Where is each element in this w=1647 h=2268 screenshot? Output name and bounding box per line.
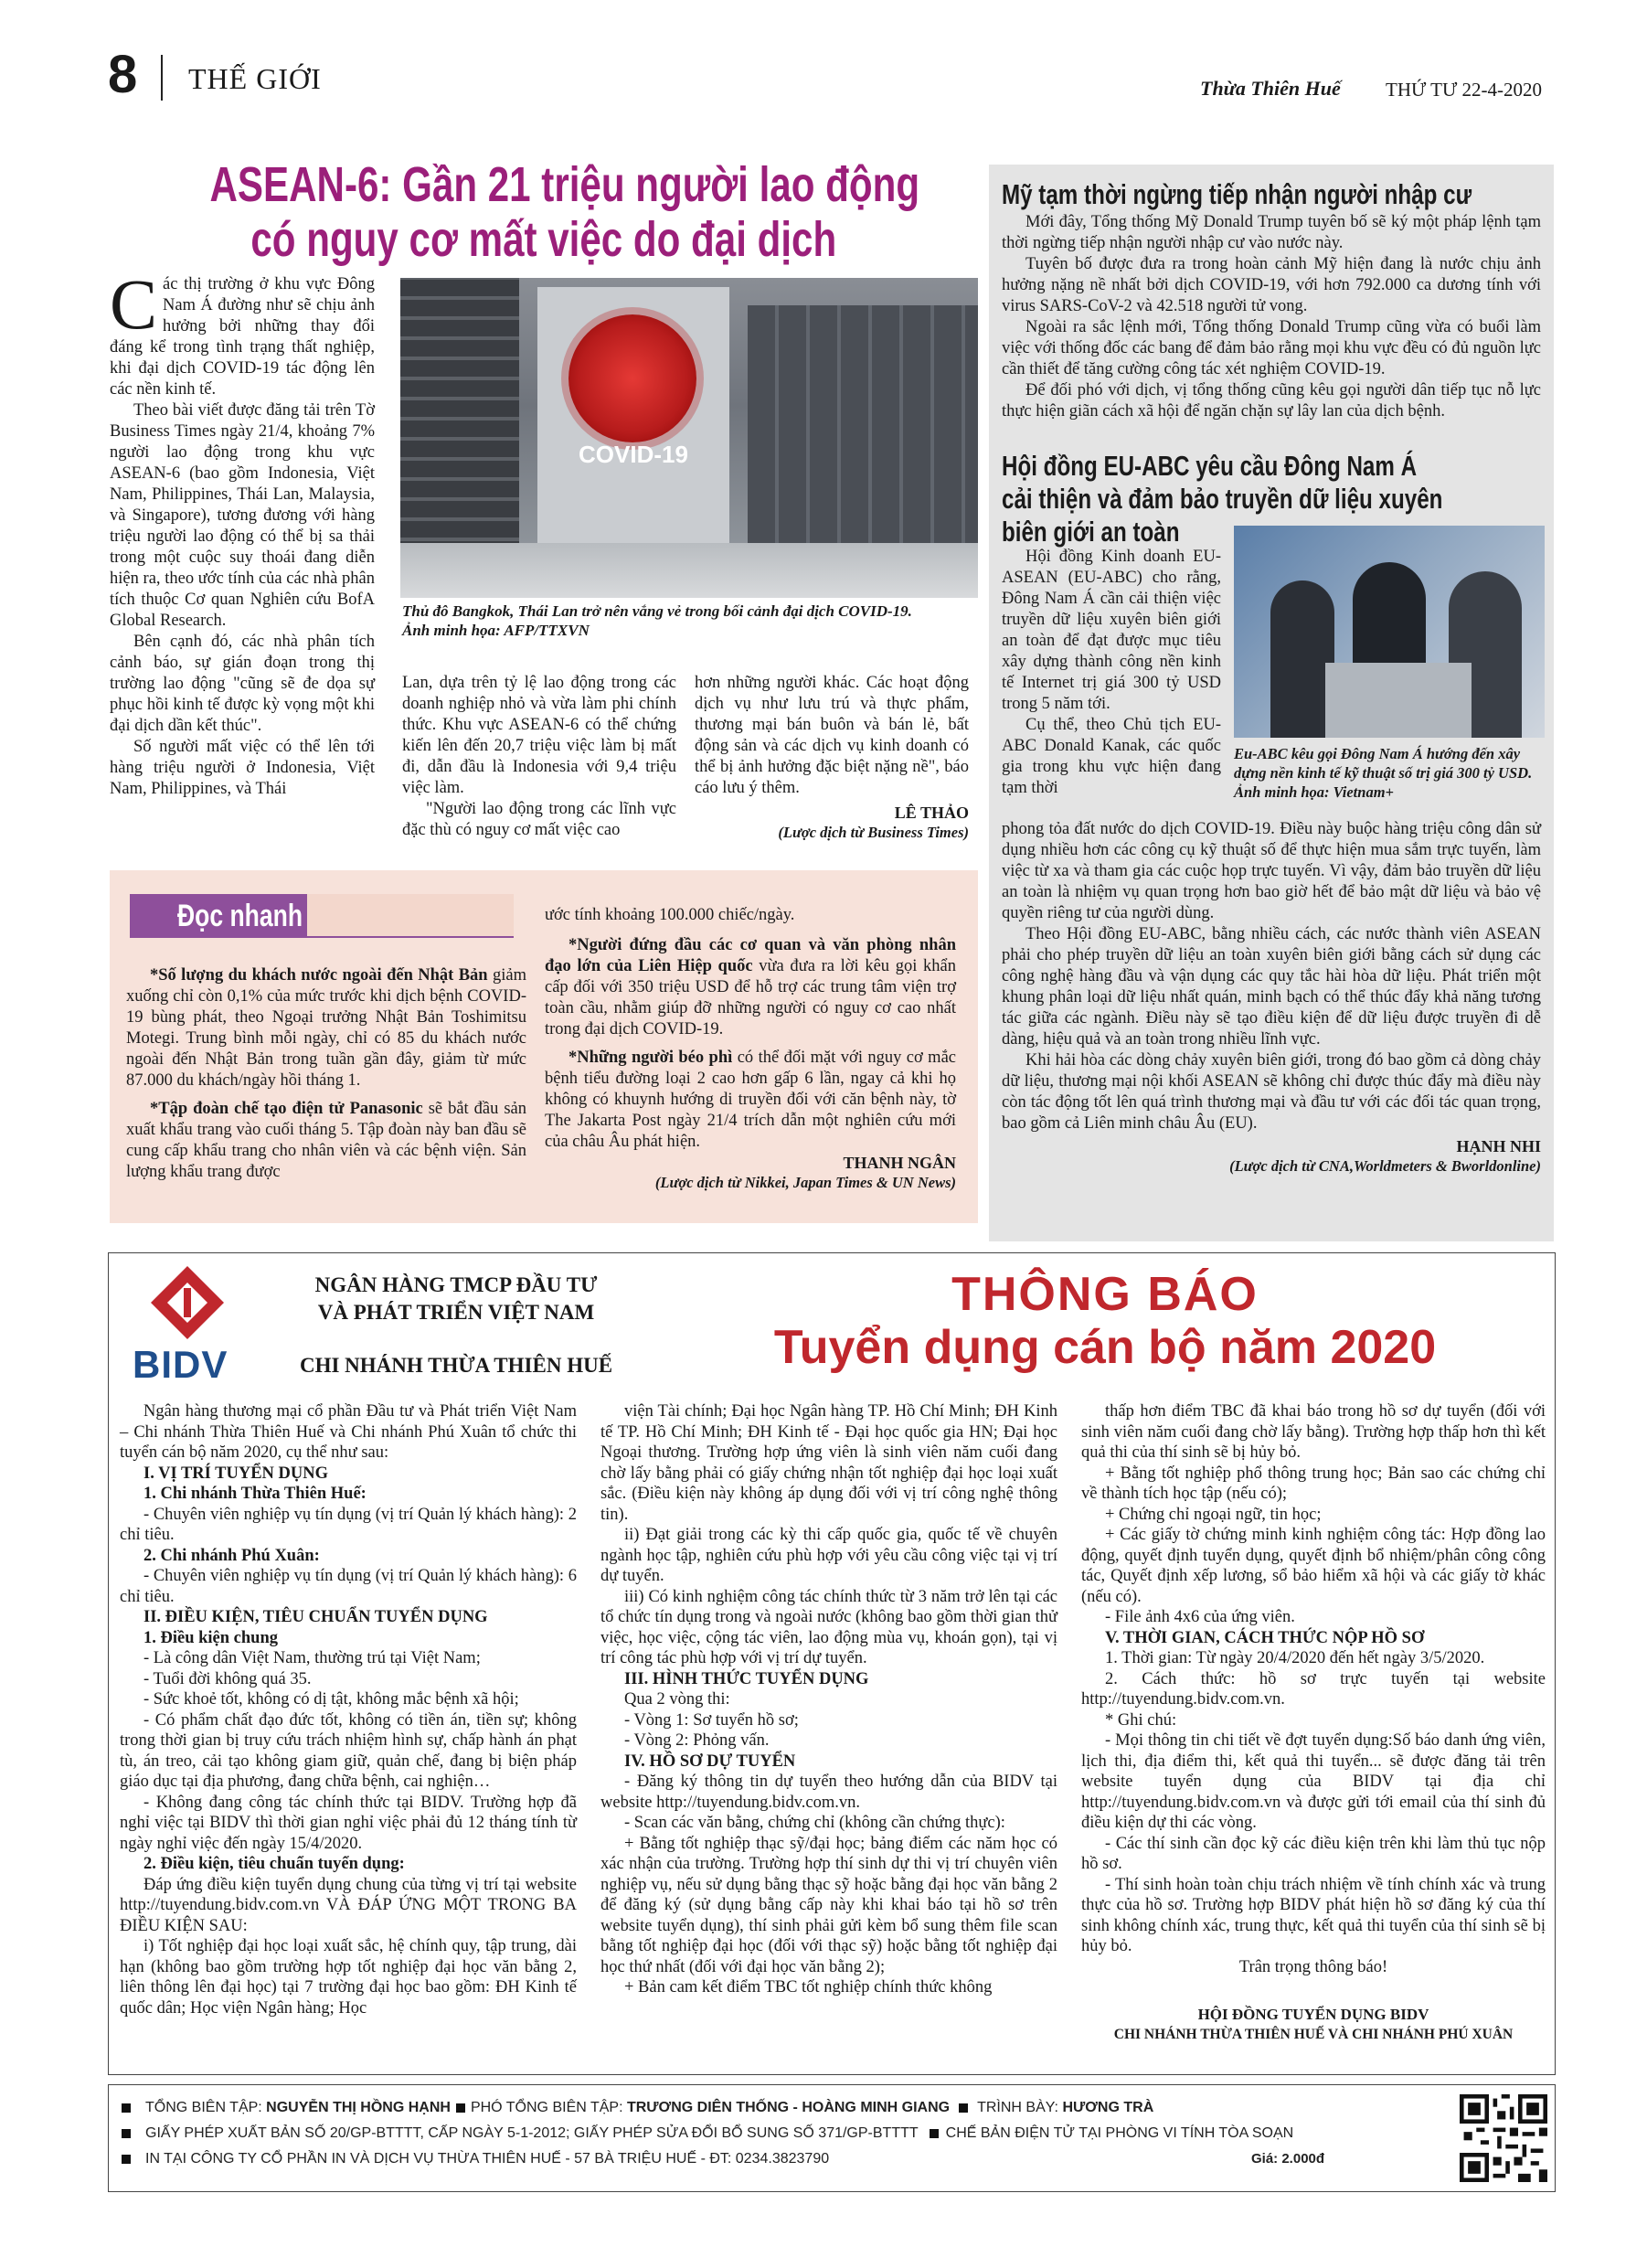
paragraph: Bên cạnh đó, các nhà phân tích cảnh báo, sự gián đoạn trong thị trường lao động "cũng sẽ đe dọa sự phục hồi kinh tế được kỳ vọng một khi đại dịch dần kết thúc". — [110, 633, 375, 735]
bullet-icon — [122, 2103, 131, 2113]
ad-paragraph: thấp hơn điểm TBC đã khai báo trong hồ sơ dự tuyển (đối với sinh viên năm cuối đang chờ lấy bằng). Trường hợp thấp hơn thì kết quả thi của thí sinh sẽ bị hủy bỏ. — [1081, 1402, 1546, 1462]
ad-heading: 1. Điều kiện chung — [143, 1628, 279, 1647]
footer-value: HƯƠNG TRÀ — [1062, 2100, 1154, 2115]
ad-col2 — [600, 1401, 1057, 1998]
bidv-logo-mark — [133, 1262, 242, 1339]
side2-full — [1002, 819, 1541, 1176]
footer-label: PHÓ TỔNG BIÊN TẬP: — [470, 2100, 627, 2115]
paragraph: Hội đồng Kinh doanh EU-ASEAN (EU-ABC) cho rằng, Đông Nam Á cần cải thiện việc truyền dữ liệu xuyên biên giới an toàn để đạt được mục tiêu xây dựng thành công nền kinh tế Internet trị giá 300 tỷ USD trong 5 năm tới. — [1002, 548, 1221, 713]
ad-paragraph: + Bản cam kết điểm TBC tốt nghiệp chính thức không — [624, 1978, 993, 1996]
source-note: (Lược dịch từ Business Times) — [778, 824, 969, 841]
ad-heading: II. ĐIỀU KIỆN, TIÊU CHUẨN TUYỂN DỤNG — [143, 1608, 488, 1626]
bangkok-photo — [400, 278, 978, 598]
quick-item-text: vừa đưa ra lời kêu gọi khẩn cấp đối với 350 triệu USD để hỗ trợ các trung tâm viện trợ toàn cầu, nhằm giúp đỡ những người có nguy cơ cao nhất trong đại dịch COVID-19. — [545, 957, 956, 1038]
quick-read-box — [110, 870, 978, 1223]
price: Giá: 2.000đ — [1251, 2151, 1325, 2167]
ad-paragraph: + Chứng chỉ ngoại ngữ, tin học; — [1105, 1505, 1322, 1524]
ad-paragraph: - Đăng ký thông tin dự tuyển theo hướng dẫn của BIDV tại website http://tuyendung.bidv.com.vn. — [600, 1773, 1057, 1812]
side-box — [989, 165, 1554, 1241]
bidv-logo — [127, 1262, 246, 1390]
quick-item — [126, 1099, 526, 1183]
qr-code — [1460, 2094, 1547, 2182]
footer-value: NGUYỄN THỊ HỒNG HẠNH — [266, 2100, 451, 2115]
author: HẠNH NHI — [1456, 1137, 1541, 1155]
quick-read-heading: Đọc nhanh — [177, 899, 303, 933]
ad-heading: 2. Chi nhánh Phú Xuân: — [143, 1546, 320, 1565]
dropcap: C — [110, 264, 158, 344]
ad-paragraph: - Không đang công tác chính thức tại BIDV. Trường hợp đã nghỉ việc tại BIDV thì thời gian nghỉ việc phải đủ 12 tháng tính từ ngày nghỉ việc đến ngày 15/4/2020. — [120, 1793, 577, 1853]
ad-title-line1: THÔNG BÁO — [951, 1268, 1259, 1321]
footer-line3 — [109, 2147, 1407, 2171]
main-col3 — [695, 673, 969, 842]
ad-paragraph: Qua 2 vòng thi: — [624, 1690, 730, 1709]
bidv-logo-text: BIDV — [133, 1343, 228, 1386]
bank-name-line1: NGÂN HÀNG TMCP ĐẦU TƯ — [314, 1273, 598, 1296]
paragraph: Tuyên bố được đưa ra trong hoàn cảnh Mỹ hiện đang là nước chịu ảnh hưởng nặng nề nhất bởi dịch COVID-19, với hơn 792.000 ca dương tính với virus SARS-CoV-2 và 42.518 người tử vong. — [1002, 255, 1541, 315]
source-note: (Lược dịch từ Nikkei, Japan Times & UN News) — [654, 1174, 956, 1191]
paragraph: Theo Hội đồng EU-ABC, bằng nhiều cách, các nước thành viên ASEAN phải cho phép truyền dữ liệu an toàn xuyên biên giới bằng cách sử dụng các công nghệ hàng đầu và vận dụng các quy tắc hài hòa dữ liệu. Phát triển một khung phân loại dữ liệu nhất quán, minh bạch có thể thúc đẩy khả năng tương tác giữa các ngành. Điều này sẽ tạo điều kiện để dữ liệu được truyền đi dễ dàng, hiệu quả và an toàn trong nhiều lĩnh vực. — [1002, 925, 1541, 1049]
footer-text: IN TẠI CÔNG TY CỔ PHẦN IN VÀ DỊCH VỤ THỪA THIÊN HUẾ - 57 BÀ TRIỆU HUẾ - ĐT: 0234.3823790 — [145, 2151, 830, 2167]
main-title-line1: ASEAN-6: Gần 21 triệu người lao động — [209, 157, 920, 212]
ad-paragraph: - Là công dân Việt Nam, thường trú tại Việt Nam; — [143, 1649, 481, 1667]
ad-paragraph: - Thí sinh hoàn toàn chịu trách nhiệm về tính chính xác và trung thực của hồ sơ. Trường hợp BIDV phát hiện hồ sơ đăng ký của thí sinh không chính xác, trung thực, kết quả thi tuyển của thí sinh sẽ bị hủy bỏ. — [1081, 1875, 1546, 1955]
eu-abc-photo — [1234, 526, 1545, 738]
quick-read-heading-bar — [130, 894, 514, 938]
ad-col1 — [120, 1401, 577, 2018]
heading-accent — [130, 894, 170, 938]
side1-title: Mỹ tạm thời ngừng tiếp nhận người nhập cư — [1002, 178, 1472, 210]
paragraph: hơn những người khác. Các hoạt động dịch vụ như lưu trú và thực phẩm, thương mại bán buôn và bán lẻ, bất động sản và các dịch vụ kinh doanh có thể bị ảnh hưởng đặc biệt nặng nề", báo cáo lưu ý thêm. — [695, 674, 969, 797]
ad-paragraph: + Bằng tốt nghiệp thạc sỹ/đại học; bảng điểm các năm học có xác nhận của trường. Trường hợp thí sinh dự thi vị trí chuyên viên nghiệp vụ, nếu sử dụng bằng thạc sỹ hoặc bằng đại học văn bằng 2 để đăng ký (sử dụng bằng cấp này khi khai báo tại hồ sơ trên website tuyển dụng), thí sinh phải gửi kèm bổ sung thêm file scan bằng tốt nghiệp đại học (đối với thạc sỹ) hoặc bằng tốt nghiệp đại học thứ nhất (đối với đại học văn bằng 2); — [600, 1834, 1057, 1976]
ad-heading: IV. HỒ SƠ DỰ TUYỂN — [624, 1752, 796, 1771]
ad-paragraph: 1. Thời gian: Từ ngày 20/4/2020 đến hết ngày 3/5/2020. — [1105, 1649, 1485, 1667]
quick-item-lead: *Những người béo phì — [568, 1049, 733, 1067]
ad-heading: I. VỊ TRÍ TUYỂN DỤNG — [143, 1464, 329, 1483]
billboard-text: COVID-19 — [579, 441, 688, 468]
quick-item-text: có thể đối mặt với nguy cơ mắc bệnh tiểu đường loại 2 cao hơn gấp 6 lần, ngay cả khi họ không có khuynh hướng di truyền đối với căn bệnh này, tờ The Jakarta Post ngày 21/4 trích dẫn một nghiên cứu mới của châu Âu phát hiện. — [545, 1049, 956, 1151]
author: LÊ THẢO — [894, 804, 969, 822]
main-title-line2: có nguy cơ mất việc do đại dịch — [250, 212, 837, 267]
quick-item-cont: ước tính khoảng 100.000 chiếc/ngày. — [545, 906, 795, 924]
ad-paragraph: Ngân hàng thương mại cổ phần Đầu tư và Phát triển Việt Nam – Chi nhánh Thừa Thiên Huế và Chi nhánh Phú Xuân tổ chức thi tuyển cán bộ năm 2020, cụ thể như sau: — [120, 1402, 577, 1462]
ad-paragraph: - Sức khoẻ tốt, không có dị tật, không mắc bệnh xã hội; — [143, 1690, 519, 1709]
signature-line1: HỘI ĐỒNG TUYỂN DỤNG BIDV — [1197, 2006, 1429, 2023]
footer-label: TỔNG BIÊN TẬP: — [145, 2100, 267, 2115]
paragraph: Lan, dựa trên tỷ lệ lao động trong các doanh nghiệp nhỏ và vừa làm phi chính thức. Khu vực ASEAN-6 có thể chứng kiến lên đến 20,7 triệu việc làm bị mất đi, dẫn đầu là Indonesia với 9,4 triệu việc làm. — [402, 674, 676, 797]
ad-paragraph: - Vòng 1: Sơ tuyển hồ sơ; — [624, 1710, 799, 1730]
ad-paragraph: i) Tốt nghiệp đại học loại xuất sắc, hệ chính quy, tập trung, dài hạn (không bao gồm trường hợp tốt nghiệp đại học văn bằng 2, liên thông lên đại học) tại 7 trường đại học bao gồm: ĐH Kinh tế quốc dân; Học viện Ngân hàng; Học — [120, 1937, 577, 2018]
footer-label: TRÌNH BÀY: — [977, 2100, 1063, 2115]
bidv-ad — [108, 1252, 1556, 2075]
paragraph: Để đối phó với dịch, vị tổng thống cũng kêu gọi người dân tiếp tục nỗ lực thực hiện giãn cách xã hội để ngăn chặn sự lây lan của dịch bệnh. — [1002, 381, 1541, 421]
side1-body — [1002, 212, 1541, 422]
quick-item-lead: *Người đứng đầu các cơ quan và văn phòng nhân đạo lớn của Liên Hiệp quốc — [545, 936, 956, 975]
issue-date: THỨ TƯ 22-4-2020 — [1386, 79, 1543, 101]
ad-paragraph: Đáp ứng điều kiện tuyển dụng chung của từng vị trí tại website http://tuyendung.bidv.com.vn VÀ ĐÁP ỨNG MỘT TRONG BA ĐIỀU KIỆN SAU: — [120, 1875, 577, 1935]
footer-value: TRƯƠNG DIÊN THỐNG - HOÀNG MINH GIANG — [626, 2100, 951, 2115]
page-number: 8 — [108, 45, 138, 104]
virus-shape — [568, 314, 696, 442]
ad-paragraph: - Các thí sinh cần đọc kỹ các điều kiện trên khi làm thủ tục nộp hồ sơ. — [1081, 1834, 1546, 1873]
paragraph: Cụ thể, theo Chủ tịch EU-ABC Donald Kanak, các quốc gia trong khu vực hiện đang tạm thời — [1002, 716, 1221, 797]
footer-line1 — [109, 2096, 1407, 2120]
ad-heading: III. HÌNH THỨC TUYỂN DỤNG — [624, 1669, 869, 1688]
ad-paragraph: Trân trọng thông báo! — [1238, 1957, 1388, 1976]
bullet-icon — [959, 2103, 968, 2113]
paragraph: phong tỏa đất nước do dịch COVID-19. Điều này buộc hàng triệu công dân sử dụng nhiều hơn các công cụ kỹ thuật số để thực hiện mua sắm trực tuyến, làm việc từ xa và tham gia các cuộc họp trực tuyến. Vì vậy, đảm bảo truyền dữ liệu an toàn là nhiệm vụ quan trọng hơn bao giờ hết để bảo mật dữ liệu và bảo vệ quyền riêng tư của người dùng. — [1002, 820, 1541, 922]
paragraph: Theo bài viết được đăng tải trên Tờ Business Times ngày 21/4, khoảng 7% người lao động trong khu vực ASEAN-6 (bao gồm Indonesia, Việt Nam, Philippines, Thái Lan, Malaysia, và Singapore), tương đương với hàng triệu người lao động có thể bị sa thải trong một cuộc suy thoái đang diễn hiện ra, theo ước tính của các nhà phân tích thuộc Cơ quan Nghiên cứu BofA Global Research. — [110, 401, 375, 630]
paragraph: ác thị trường ở khu vực Đông Nam Á đường như sẽ chịu ảnh hưởng bởi những thay đổi đáng kể trong tình trạng thất nghiệp, khi đại dịch COVID-19 tác động lên các nền kinh tế. — [110, 275, 375, 399]
ad-paragraph: - Chuyên viên nghiệp vụ tín dụng (vị trí Quản lý khách hàng): 6 chỉ tiêu. — [120, 1567, 577, 1606]
bank-name-line2: VÀ PHÁT TRIỂN VIỆT NAM — [317, 1301, 595, 1324]
quick-item-text: giảm xuống chỉ còn 0,1% của mức trước khi dịch bệnh COVID-19 bùng phát, theo Ngoại trưởng Nhật Bản Toshimitsu Motegi. Trung bình mỗi ngày, chỉ có 85 du khách nước ngoài đến Nhật Bản trong tuần gần đây, giảm từ mức 87.000 du khách/ngày hồi tháng 1. — [126, 966, 526, 1090]
footer-text: CHẾ BẢN ĐIỆN TỬ TẠI PHÒNG VI TÍNH TÒA SOẠN — [945, 2125, 1294, 2141]
ad-paragraph: + Bằng tốt nghiệp phổ thông trung học; Bản sao các chứng chỉ về thành tích học tập (nếu có); — [1081, 1464, 1546, 1503]
paragraph: Mới đây, Tổng thống Mỹ Donald Trump tuyên bố sẽ ký một pháp lệnh tạm thời ngừng tiếp nhận người nhập cư vào nước này. — [1002, 213, 1541, 252]
ad-paragraph: + Các giấy tờ chứng minh kinh nghiệm công tác: Hợp đồng lao động, quyết định tuyển dụng, quyết định bổ nhiệm/phân công công tác, Quyết định xếp lương, sổ bảo hiểm xã hội và các giấy tờ khác (nếu có). — [1081, 1526, 1546, 1606]
main-article — [110, 157, 978, 861]
ad-title — [657, 1268, 1553, 1374]
bullet-icon — [456, 2103, 465, 2113]
main-title — [110, 157, 978, 267]
eu-abc-caption: Eu-ABC kêu gọi Đông Nam Á hướng đến xây dựng nền kinh tế kỹ thuật số trị giá 300 tỷ USD. Ảnh minh họa: Vietnam+ — [1234, 745, 1533, 801]
machine — [1325, 663, 1472, 738]
paragraph: Số người mất việc có thể lên tới hàng triệu người ở Indonesia, Việt Nam, Philippines, và Thái — [110, 738, 375, 798]
ad-paragraph: * Ghi chú: — [1105, 1710, 1177, 1730]
ad-heading: V. THỜI GIAN, CÁCH THỨC NỘP HỒ SƠ — [1105, 1628, 1425, 1647]
author: THANH NGÂN — [843, 1154, 956, 1172]
paper-name: Thừa Thiên Huế — [1200, 77, 1341, 100]
paragraph: Ngoài ra sắc lệnh mới, Tổng thống Donald Trump cũng vừa có buổi làm việc với thống đốc các bang để đảm bảo rằng mọi khu vực đều có đủ nguồn lực cần thiết để tăng cường công tác xét nghiệm COVID-19. — [1002, 318, 1541, 378]
side2-left-col — [1002, 547, 1221, 799]
ad-paragraph: ii) Đạt giải trong các kỳ thi cấp quốc gia, quốc tế về chuyên ngành học tập, nghiên cứu phù hợp với yêu cầu công việc tại vị trí dự tuyển. — [600, 1526, 1057, 1585]
ad-paragraph: - Vòng 2: Phỏng vấn. — [624, 1731, 770, 1750]
page-header — [108, 45, 1557, 106]
ad-paragraph: 2. Cách thức: hồ sơ trực tuyến tại website http://tuyendung.bidv.com.vn. — [1081, 1669, 1546, 1709]
ad-signature — [1081, 2005, 1546, 2045]
quick-item-lead: *Tập đoàn chế tạo điện tử Panasonic — [150, 1100, 423, 1118]
quick-item-text: sẽ bắt đầu sản xuất khẩu trang vào cuối tháng 5. Tập đoàn này ban đầu sẽ cung cấp khẩu trang cho nhân viên và các bệnh viện. Sản lượng khẩu trang được — [126, 1100, 526, 1181]
quick-item — [126, 965, 526, 1091]
quick-item — [545, 1048, 956, 1153]
bank-name — [255, 1272, 657, 1326]
ad-paragraph: - Tuổi đời không quá 35. — [143, 1669, 312, 1688]
ad-paragraph: iii) Có kinh nghiệm công tác chính thức từ 3 năm trở lên tại các tổ chức tín dụng trong và ngoài nước (không bao gồm thời gian thử việc, học việc, cộng tác viên, lao động mùa vụ, khoán gọn), tại vị trí công tác phù hợp với vị trí dự tuyển. — [600, 1587, 1057, 1667]
bullet-icon — [122, 2129, 131, 2138]
main-col1 — [110, 264, 375, 800]
ad-paragraph: - Mọi thông tin chi tiết về đợt tuyển dụng:Số báo danh ứng viên, lịch thi, địa điểm thi, kết quả thi tuyển... sẽ được đăng tải trên website tuyển dụng của BIDV tại địa chỉ http://tuyendung.bidv.com.vn và được gửi tới email của thí sinh đủ điều kiện dự thi các vòng. — [1081, 1731, 1546, 1832]
main-col2 — [402, 673, 676, 841]
page-footer — [108, 2084, 1556, 2192]
ad-paragraph: - Chuyên viên nghiệp vụ tín dụng (vị trí Quản lý khách hàng): 2 chỉ tiêu. — [120, 1505, 577, 1544]
bank-branch: CHI NHÁNH THỪA THIÊN HUẾ — [299, 1354, 613, 1377]
quick-item — [545, 935, 956, 1040]
ad-paragraph: viện Tài chính; Đại học Ngân hàng TP. Hồ Chí Minh; ĐH Kinh tế TP. Hồ Chí Minh; ĐH Kinh tế - Đại học quốc gia HN; Đại học Ngoại thương. Trường hợp ứng viên là sinh viên năm cuối đang chờ lấy bằng phải có giấy chứng nhận tốt nghiệp đại học loại xuất sắc. (Điều kiện này không áp dụng đối với vị trí công nghệ thông tin). — [600, 1402, 1057, 1524]
ad-paragraph: - Scan các văn bằng, chứng chỉ (không cần chứng thực): — [624, 1814, 1005, 1832]
bullet-icon — [930, 2129, 939, 2138]
bullet-icon — [122, 2155, 131, 2164]
paragraph: "Người lao động trong các lĩnh vực đặc thù có nguy cơ mất việc cao — [402, 800, 676, 839]
signature-line2: CHI NHÁNH THỪA THIÊN HUẾ VÀ CHI NHÁNH PHÚ XUÂN — [1113, 2027, 1514, 2042]
ad-paragraph: - File ảnh 4x6 của ứng viên. — [1105, 1608, 1295, 1626]
source-note: (Lược dịch từ CNA,Worldmeters & Bworldonline) — [1229, 1157, 1541, 1175]
photo-caption: Thủ đô Bangkok, Thái Lan trở nên vắng vẻ trong bối cảnh đại dịch COVID-19. Ảnh minh họa: AFP/TTXVN — [402, 602, 912, 639]
section-title: THẾ GIỚI — [188, 62, 322, 95]
paragraph: Khi hải hòa các dòng chảy xuyên biên giới, trong đó bao gồm cả dòng chảy dữ liệu, thương mại nội khối ASEAN sẽ không chỉ được thúc đẩy mà điều này còn tác động tốt lên quá trình thương mại và đầu tư với các đối tác quan trọng, bao gồm cả Liên minh châu Âu (EU). — [1002, 1051, 1541, 1133]
footer-line2 — [109, 2122, 1407, 2146]
quick-read-col1 — [126, 965, 526, 1183]
footer-text: GIẤY PHÉP XUẤT BẢN SỐ 20/GP-BTTTT, CẤP NGÀY 5-1-2012; GIẤY PHÉP SỬA ĐỔI BỔ SUNG SỐ 371/GP-BTTTT — [145, 2125, 919, 2141]
ad-title-line2: Tuyển dụng cán bộ năm 2020 — [773, 1321, 1437, 1374]
header-divider — [161, 55, 163, 101]
ad-heading: 1. Chi nhánh Thừa Thiên Huế: — [143, 1485, 367, 1503]
ad-paragraph: - Có phẩm chất đạo đức tốt, không có tiền án, tiền sự; không trong thời gian bị truy cứu trách nhiệm hình sự, chấp hành án phạt tù, án treo, cải tạo không giam giữ, quản chế, đang bị biện pháp giáo dục tại địa phương, đang chữa bệnh, cai nghiện… — [120, 1710, 577, 1791]
quick-item-lead: *Số lượng du khách nước ngoài đến Nhật Bản — [150, 966, 488, 985]
ad-col3 — [1081, 1401, 1546, 1977]
empty-street — [400, 543, 978, 598]
ad-heading: 2. Điều kiện, tiêu chuẩn tuyển dụng: — [143, 1855, 405, 1873]
quick-read-col2 — [545, 905, 956, 1192]
side2-title: Hội đồng EU-ABC yêu cầu Đông Nam Á cải thiện và đảm bảo truyền dữ liệu xuyên biên giới an toàn — [1002, 450, 1443, 548]
